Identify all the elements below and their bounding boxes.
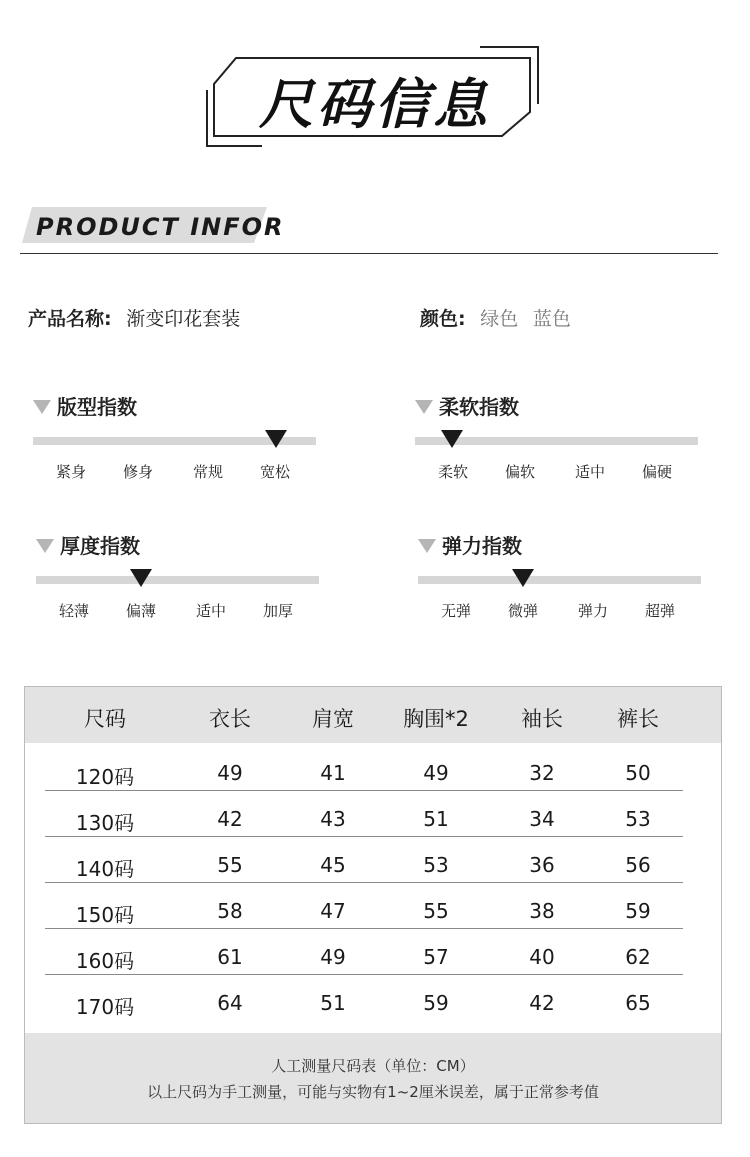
row-divider — [45, 928, 683, 929]
section-header-label: PRODUCT INFOR — [36, 213, 285, 241]
table-cell: 43 — [320, 807, 346, 831]
triangle-bullet-icon — [415, 400, 433, 414]
thickness-index-option: 轻薄 — [58, 602, 89, 620]
table-row — [25, 841, 721, 887]
elasticity-index-option: 无弹 — [440, 602, 471, 620]
elasticity-index-option: 微弹 — [507, 602, 538, 620]
table-header — [25, 687, 721, 743]
column-header: 胸围*2 — [403, 707, 469, 731]
table-cell: 34 — [529, 807, 555, 831]
table-cell: 65 — [625, 991, 651, 1015]
page-title: 尺码信息 — [259, 73, 491, 136]
column-header: 肩宽 — [312, 707, 354, 731]
thickness-index-marker — [130, 569, 152, 587]
table-cell: 58 — [217, 899, 243, 923]
table-cell: 47 — [320, 899, 346, 923]
table-cell: 140码 — [75, 857, 135, 881]
thickness-index-option: 适中 — [195, 602, 226, 620]
table-cell: 40 — [529, 945, 555, 969]
table-cell: 42 — [529, 991, 555, 1015]
table-cell: 50 — [625, 761, 651, 785]
triangle-bullet-icon — [36, 539, 54, 553]
table-row — [25, 933, 721, 979]
table-cell: 120码 — [75, 765, 135, 789]
size-table — [24, 686, 722, 1124]
product-name-field — [28, 304, 240, 331]
fit-index-marker — [265, 430, 287, 448]
thickness-index-title: 厚度指数 — [36, 530, 140, 559]
table-cell: 45 — [320, 853, 346, 877]
table-cell: 51 — [423, 807, 449, 831]
table-cell: 53 — [423, 853, 449, 877]
table-cell: 59 — [625, 899, 651, 923]
table-cell: 38 — [529, 899, 555, 923]
table-cell: 61 — [217, 945, 243, 969]
section-divider — [20, 253, 718, 254]
table-cell: 59 — [423, 991, 449, 1015]
table-cell: 53 — [625, 807, 651, 831]
softness-index — [415, 391, 705, 501]
triangle-bullet-icon — [418, 539, 436, 553]
footnote-text: 以上尺码为手工测量，可能与实物有1~2厘米误差，属于正常参考值 — [147, 1083, 599, 1101]
table-cell: 57 — [423, 945, 449, 969]
table-cell: 32 — [529, 761, 555, 785]
table-cell: 49 — [320, 945, 346, 969]
table-cell: 55 — [217, 853, 243, 877]
table-cell: 62 — [625, 945, 651, 969]
table-cell: 51 — [320, 991, 346, 1015]
thickness-index-track — [36, 576, 319, 584]
footnote-title: 人工测量尺码表（单位：CM） — [271, 1057, 475, 1075]
color-option-green: 绿色 — [480, 308, 519, 330]
product-color-field — [420, 304, 571, 331]
triangle-bullet-icon — [33, 400, 51, 414]
table-row — [25, 795, 721, 841]
softness-index-option: 偏软 — [504, 463, 535, 481]
table-cell: 55 — [423, 899, 449, 923]
table-cell: 49 — [423, 761, 449, 785]
elasticity-index-track — [418, 576, 701, 584]
table-cell: 150码 — [75, 903, 135, 927]
row-divider — [45, 882, 683, 883]
thickness-index-option: 加厚 — [262, 602, 293, 620]
table-row — [25, 887, 721, 933]
softness-index-marker — [441, 430, 463, 448]
softness-index-option: 适中 — [574, 463, 605, 481]
elasticity-index-title: 弹力指数 — [418, 530, 522, 559]
thickness-index — [36, 530, 326, 640]
fit-index-option: 修身 — [122, 463, 153, 481]
fit-index-option: 宽松 — [259, 463, 290, 481]
softness-index-title: 柔软指数 — [415, 391, 519, 420]
fit-index-title: 版型指数 — [33, 391, 137, 420]
softness-index-option: 偏硬 — [641, 463, 672, 481]
product-color-label: 颜色: — [420, 308, 466, 330]
thickness-index-option: 偏薄 — [125, 602, 156, 620]
row-divider — [45, 836, 683, 837]
elasticity-index — [418, 530, 708, 640]
row-divider — [45, 790, 683, 791]
fit-index-option: 紧身 — [55, 463, 86, 481]
table-cell: 56 — [625, 853, 651, 877]
table-cell: 64 — [217, 991, 243, 1015]
elasticity-index-marker — [512, 569, 534, 587]
table-footnote — [25, 1033, 721, 1123]
column-header: 袖长 — [521, 707, 563, 731]
table-cell: 41 — [320, 761, 346, 785]
column-header: 衣长 — [209, 707, 251, 731]
table-cell: 170码 — [75, 995, 135, 1019]
table-cell: 42 — [217, 807, 243, 831]
product-name-value: 渐变印花套装 — [126, 308, 241, 330]
table-cell: 160码 — [75, 949, 135, 973]
product-name-label: 产品名称: — [28, 308, 112, 330]
color-option-blue: 蓝色 — [532, 308, 571, 330]
table-cell: 49 — [217, 761, 243, 785]
softness-index-option: 柔软 — [437, 463, 468, 481]
table-row — [25, 749, 721, 795]
table-cell: 36 — [529, 853, 555, 877]
elasticity-index-option: 超弹 — [644, 602, 675, 620]
table-row — [25, 979, 721, 1025]
fit-index — [33, 391, 323, 501]
row-divider — [45, 974, 683, 975]
fit-index-option: 常规 — [192, 463, 223, 481]
column-header: 尺码 — [84, 707, 126, 731]
column-header: 裤长 — [617, 707, 659, 731]
table-cell: 130码 — [75, 811, 135, 835]
elasticity-index-option: 弹力 — [577, 602, 608, 620]
